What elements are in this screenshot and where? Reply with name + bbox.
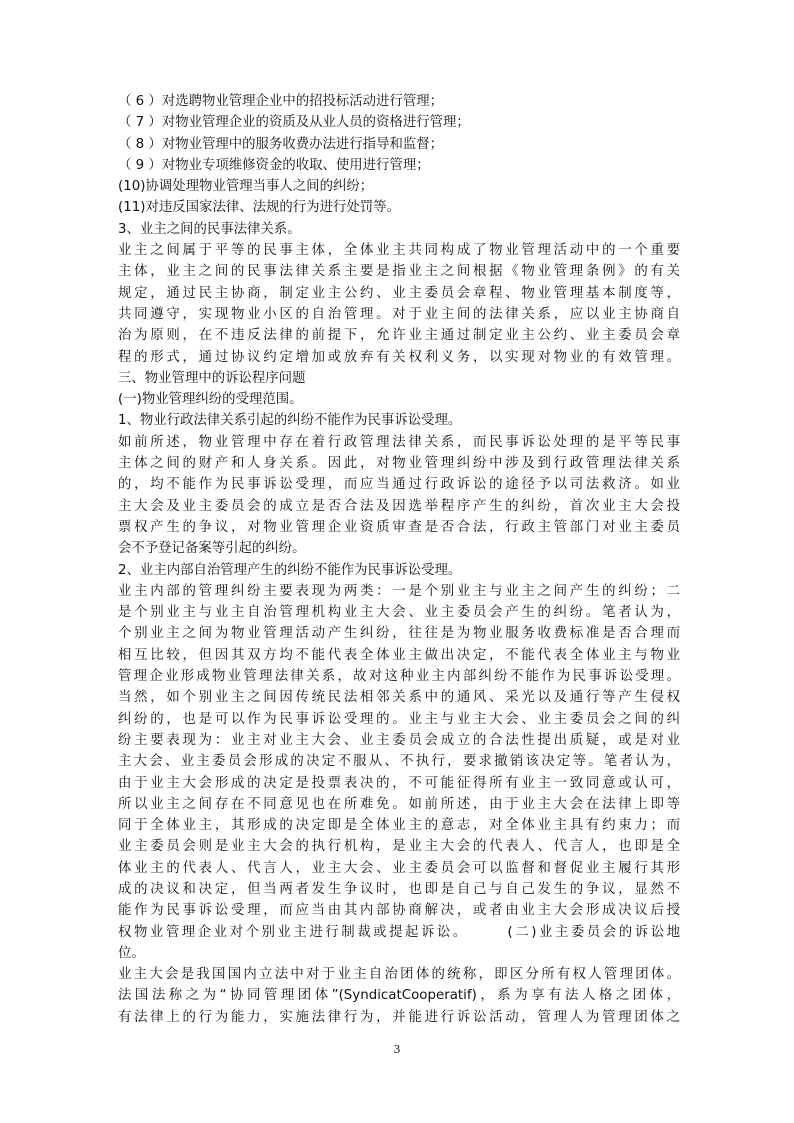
text-line: 程的形式，通过协议约定增加或放弃有关权利义务，以实现对物业的有效管理。 [118, 349, 680, 365]
document-body [118, 91, 680, 1028]
text-line: 相互比较，但因其双方均不能代表全体业主做出决定，不能代表全体业主与物业 [118, 647, 680, 663]
text-line: 成的决议和决定，但当两者发生争议时，也即是自己与自己发生的争议，显然不 [118, 881, 680, 897]
text-line: 主大会及业主委员会的成立是否合法及因选举程序产生的纠纷，首次业主大会投 [118, 498, 680, 514]
text-line: 主体，业主之间的民事法律关系主要是指业主之间根据《物业管理条例》的有关 [118, 264, 680, 280]
text-line: 同于全体业主，其形成的决定即是全体业主的意志，对全体业主具有约束力；而 [118, 818, 680, 834]
text-line: (一)物业管理纠纷的受理范围。 [118, 392, 303, 408]
text-line: 的，均不能作为民事诉讼受理，而应当通过行政诉讼的途径予以司法救济。如业 [118, 477, 680, 493]
text-line: 主大会、业主委员会形成的决定不服从、不执行，要求撤销该决定等。笔者认为， [118, 754, 680, 770]
text-line: 治为原则，在不违反法律的前提下，允许业主通过制定业主公约、业主委员会章 [118, 328, 680, 344]
text-line: 规定，通过民主协商，制定业主公约、业主委员会章程、物业管理基本制度等， [118, 285, 680, 301]
text-line: 业主大会是我国国内立法中对于业主自治团体的统称，即区分所有权人管理团体。 [118, 967, 680, 983]
text-line: 管理企业形成物业管理法律关系，故对这种业主内部纠纷不能作为民事诉讼受理。 [118, 669, 680, 685]
text-line: 由于业主大会形成的决定是投票表决的，不可能征得所有业主一致同意或认可， [118, 775, 680, 791]
text-line: 能作为民事诉讼受理，而应当由其内部协商解决，或者由业主大会形成决议后授 [118, 903, 680, 919]
text-line: 业主内部的管理纠纷主要表现为两类：一是个别业主与业主之间产生的纠纷；二 [118, 583, 680, 599]
text-line: （ 8 ）对物业管理中的服务收费办法进行指导和监督； [118, 136, 444, 152]
text-line: （ 9 ）对物业专项维修资金的收取、使用进行管理； [118, 157, 430, 173]
text-line: （ 6 ）对选聘物业管理企业中的招投标活动进行管理； [118, 94, 444, 109]
text-line: 3、业主之间的民事法律关系。 [118, 221, 301, 237]
text-line: 业主之间属于平等的民事主体，全体业主共同构成了物业管理活动中的一个重要 [118, 243, 680, 259]
page-number: 3 [393, 1043, 401, 1056]
text-line: 会不予登记备案等引起的纠纷。 [118, 541, 306, 557]
text-line: （ 7 ）对物业管理企业的资质及从业人员的资格进行管理； [118, 115, 470, 131]
text-line: 所以业主之间存在不同意见也在所难免。如前所述，由于业主大会在法律上即等 [118, 796, 680, 812]
text-line: 权物业管理企业对个别业主进行制裁或提起诉讼。 (二)业主委员会的诉讼地 [118, 924, 680, 940]
text-line: (10)协调处理物业管理当事人之间的纠纷； [118, 179, 374, 195]
text-line: 体业主的代表人、代言人，业主大会、业主委员会可以监督和督促业主履行其形 [118, 860, 680, 876]
text-line: 位。 [118, 945, 145, 961]
text-line: 纷主要表现为：业主对业主大会、业主委员会成立的合法性提出质疑，或是对业 [118, 732, 680, 748]
text-line: 业主委员会则是业主大会的执行机构，是业主大会的代表人、代言人，也即是全 [118, 839, 680, 855]
text-line: 个别业主之间为物业管理活动产生纠纷，往往是为物业服务收费标准是否合理而 [118, 626, 680, 642]
text-line: 票权产生的争议，对物业管理企业资质审查是否合法，行政主管部门对业主委员 [118, 519, 680, 535]
text-line: 三、物业管理中的诉讼程序问题 [118, 370, 306, 386]
text-line: 1、物业行政法律关系引起的纠纷不能作为民事诉讼受理。 [118, 413, 462, 429]
text-line: 是个别业主与业主自治管理机构业主大会、业主委员会产生的纠纷。笔者认为， [118, 605, 680, 621]
text-line: 当然，如个别业主之间因传统民法相邻关系中的通风、采光以及通行等产生侵权 [118, 690, 680, 706]
text-line: 主体之间的财产和人身关系。因此，对物业管理纠纷中涉及到行政管理法律关系 [118, 456, 680, 472]
text-line: 法国法称之为“协同管理团体”(SyndicatCooperatif)，系为享有法人格之团体， [118, 988, 680, 1004]
text-line: 有法律上的行为能力，实施法律行为，并能进行诉讼活动，管理人为管理团体之 [118, 1009, 680, 1025]
text-line: 如前所述，物业管理中存在着行政管理法律关系，而民事诉讼处理的是平等民事 [118, 434, 680, 450]
text-line: 共同遵守，实现物业小区的自治管理。对于业主间的法律关系，应以业主协商自 [118, 306, 680, 322]
text-line: (11)对违反国家法律、法规的行为进行处罚等。 [118, 200, 400, 216]
text-line: 纠纷的，也是可以作为民事诉讼受理的。业主与业主大会、业主委员会之间的纠 [118, 711, 680, 727]
text-line: 2、业主内部自治管理产生的纠纷不能作为民事诉讼受理。 [118, 562, 462, 578]
